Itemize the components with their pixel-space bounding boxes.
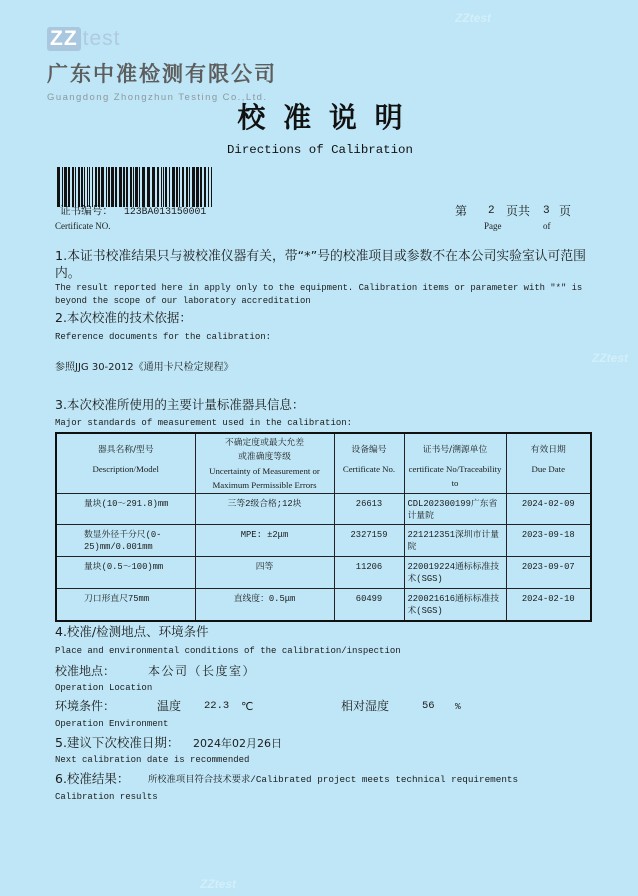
cell-equipment-no: 60499 bbox=[334, 589, 404, 622]
section2-heading: 2.本次校准的技术依据： bbox=[55, 310, 192, 325]
header-cn: 设备编号 bbox=[351, 445, 387, 455]
cell-accuracy: MPE: ±2μm bbox=[195, 525, 334, 557]
barcode-bar bbox=[142, 167, 145, 207]
barcode-bar bbox=[165, 167, 167, 207]
header-en: Description/Model bbox=[92, 464, 159, 474]
temperature-label: 温度 bbox=[157, 699, 182, 713]
temperature-value: 22.3 bbox=[204, 700, 230, 712]
barcode-bar bbox=[81, 167, 83, 207]
section6-heading-en: Calibration results bbox=[55, 792, 158, 802]
barcode-bar bbox=[172, 167, 175, 207]
watermark-text: ZZtest bbox=[592, 351, 628, 365]
barcode-bar bbox=[72, 167, 74, 207]
certificate-number-label-en: Certificate NO. bbox=[55, 221, 111, 231]
header-cn: 证书号/溯源单位 bbox=[422, 445, 488, 455]
header-en: to bbox=[451, 478, 459, 488]
table-row bbox=[56, 494, 591, 525]
section1-text-en: The result reported here in apply only to the equipment. Calibration items or parameter with "*" is beyond the scope of our laboratory accreditation bbox=[55, 283, 583, 306]
barcode-bar bbox=[101, 167, 104, 207]
barcode-bar bbox=[133, 167, 134, 207]
header-en: Maximum Permissible Errors bbox=[212, 480, 317, 490]
barcode-bar bbox=[119, 167, 122, 207]
barcode-bar bbox=[89, 167, 90, 207]
cell-equipment-no: 11206 bbox=[334, 557, 404, 589]
page-middle: 页共 bbox=[506, 204, 531, 218]
page-total: 3 bbox=[543, 205, 550, 217]
barcode-bar bbox=[98, 167, 100, 207]
header-uncertainty bbox=[195, 433, 334, 494]
cell-due-date: 2024-02-09 bbox=[506, 494, 591, 525]
section6-heading: 6.校准结果： bbox=[55, 771, 130, 786]
page-label-en: Page bbox=[484, 221, 502, 231]
barcode-bar bbox=[126, 167, 128, 207]
cell-accuracy: 三等2级合格;12块 bbox=[195, 494, 334, 525]
humidity-value: 56 bbox=[422, 700, 435, 712]
page-current: 2 bbox=[488, 205, 495, 217]
page-suffix: 页 bbox=[559, 204, 572, 218]
section3-heading: 3.本次校准所使用的主要计量标准器具信息： bbox=[55, 397, 305, 412]
barcode-bar bbox=[161, 167, 162, 207]
barcode-bar bbox=[135, 167, 138, 207]
barcode bbox=[57, 167, 213, 207]
barcode-bar bbox=[78, 167, 80, 207]
next-calibration-date: 2024年02月26日 bbox=[193, 737, 282, 750]
barcode-bar bbox=[87, 167, 88, 207]
page-title: 校 准 说 明 bbox=[237, 101, 407, 134]
table-row bbox=[56, 525, 591, 557]
table-row bbox=[56, 589, 591, 622]
header-description bbox=[56, 433, 195, 494]
header-cn: 不确定度或最大允差 bbox=[224, 438, 305, 448]
page-prefix: 第 bbox=[455, 204, 468, 218]
barcode-bar bbox=[57, 167, 60, 207]
barcode-bar bbox=[111, 167, 114, 207]
barcode-bar bbox=[115, 167, 117, 207]
logo-mark: ZZ bbox=[47, 27, 81, 51]
table-header-row bbox=[56, 433, 591, 494]
barcode-bar bbox=[176, 167, 178, 207]
cell-description: 量块(10～291.8)mm bbox=[56, 494, 195, 525]
cell-due-date: 2024-02-10 bbox=[506, 589, 591, 622]
header-en: Uncertainty of Measurement or bbox=[209, 466, 320, 476]
cell-accuracy: 直线度：0.5μm bbox=[195, 589, 334, 622]
cell-certificate: 220019224通标标准技术(SGS) bbox=[404, 557, 506, 589]
section5-heading: 5.建议下次校准日期： bbox=[55, 735, 180, 750]
cell-due-date: 2023-09-18 bbox=[506, 525, 591, 557]
header-traceability bbox=[404, 433, 506, 494]
barcode-bar bbox=[208, 167, 209, 207]
cell-description: 量块(0.5～100)mm bbox=[56, 557, 195, 589]
logo-word: test bbox=[82, 27, 121, 50]
cell-due-date: 2023-09-07 bbox=[506, 557, 591, 589]
barcode-bar bbox=[139, 167, 140, 207]
section4-heading-en: Place and environmental conditions of the calibration/inspection bbox=[55, 646, 401, 656]
humidity-unit: % bbox=[455, 701, 461, 712]
header-en: certificate No/Traceability bbox=[408, 464, 502, 474]
environment-label-en: Operation Environment bbox=[55, 719, 169, 729]
header-en: Certificate No. bbox=[342, 464, 396, 474]
location-label-en: Operation Location bbox=[55, 683, 153, 693]
header-cn: 有效日期 bbox=[530, 445, 566, 455]
barcode-bar bbox=[192, 167, 195, 207]
barcode-bar bbox=[75, 167, 76, 207]
cell-certificate: 221212351深圳市计量院 bbox=[404, 525, 506, 557]
cell-equipment-no: 26613 bbox=[334, 494, 404, 525]
header-cn: 或准确度等级 bbox=[238, 452, 291, 462]
barcode-bar bbox=[123, 167, 125, 207]
barcode-bar bbox=[106, 167, 107, 207]
header-equipment-no bbox=[334, 433, 404, 494]
page-subtitle: Directions of Calibration bbox=[227, 143, 413, 157]
reference-document: 参照JJG 30-2012《通用卡尺检定规程》 bbox=[55, 362, 234, 373]
cell-accuracy: 四等 bbox=[195, 557, 334, 589]
barcode-bar bbox=[95, 167, 97, 207]
location-value: 本公司（长度室） bbox=[148, 664, 257, 678]
section5-heading-en: Next calibration date is recommended bbox=[55, 755, 250, 765]
table-row bbox=[56, 557, 591, 589]
standards-table bbox=[55, 432, 592, 622]
section2-heading-en: Reference documents for the calibration: bbox=[55, 332, 272, 342]
barcode-bar bbox=[108, 167, 110, 207]
barcode-bar bbox=[157, 167, 159, 207]
barcode-bar bbox=[64, 167, 67, 207]
barcode-bar bbox=[130, 167, 132, 207]
barcode-bar bbox=[196, 167, 199, 207]
company-logo bbox=[47, 27, 121, 51]
barcode-bar bbox=[62, 167, 63, 207]
barcode-bar bbox=[163, 167, 164, 207]
barcode-bar bbox=[169, 167, 170, 207]
barcode-bar bbox=[179, 167, 180, 207]
section4-heading: 4.校准/检测地点、环境条件 bbox=[55, 624, 209, 639]
section1-text-cn: 1.本证书校准结果只与被校准仪器有关，带“*”号的校准项目或参数不在本公司实验室认可范围内。 bbox=[55, 249, 586, 281]
header-cn: 器具名称/型号 bbox=[97, 445, 154, 455]
barcode-bar bbox=[211, 167, 212, 207]
humidity-label: 相对湿度 bbox=[341, 699, 390, 713]
certificate-number-label: 证书编号： bbox=[60, 205, 113, 217]
cell-description: 刀口形直尺75mm bbox=[56, 589, 195, 622]
page-of-label-en: of bbox=[543, 221, 551, 231]
barcode-bar bbox=[84, 167, 85, 207]
cell-equipment-no: 2327159 bbox=[334, 525, 404, 557]
barcode-bar bbox=[68, 167, 70, 207]
cell-description: 数显外径千分尺(0-25)mm/0.001mm bbox=[56, 525, 195, 557]
calibration-result: 所校准项目符合技术要求/Calibrated project meets technical requirements bbox=[148, 774, 519, 785]
barcode-bar bbox=[204, 167, 206, 207]
company-name-cn: 广东中准检测有限公司 bbox=[47, 61, 277, 86]
cell-certificate: 220021616通标标准技术(SGS) bbox=[404, 589, 506, 622]
barcode-bar bbox=[147, 167, 150, 207]
company-name-en: Guangdong Zhongzhun Testing Co.,Ltd. bbox=[47, 92, 268, 103]
location-label: 校准地点： bbox=[55, 664, 116, 678]
barcode-bar bbox=[152, 167, 155, 207]
certificate-number: 123BA013150001 bbox=[124, 206, 207, 217]
environment-label: 环境条件： bbox=[55, 699, 116, 713]
cell-certificate: CDL202300199广东省计量院 bbox=[404, 494, 506, 525]
barcode-bar bbox=[92, 167, 93, 207]
watermark-text: ZZtest bbox=[455, 11, 491, 25]
barcode-bar bbox=[200, 167, 202, 207]
barcode-bar bbox=[182, 167, 184, 207]
header-en: Due Date bbox=[531, 464, 565, 474]
barcode-bar bbox=[186, 167, 188, 207]
barcode-bar bbox=[189, 167, 190, 207]
temperature-unit: ℃ bbox=[241, 700, 254, 713]
section3-heading-en: Major standards of measurement used in the calibration: bbox=[55, 418, 353, 428]
watermark-text: ZZtest bbox=[200, 877, 236, 891]
header-due-date bbox=[506, 433, 591, 494]
